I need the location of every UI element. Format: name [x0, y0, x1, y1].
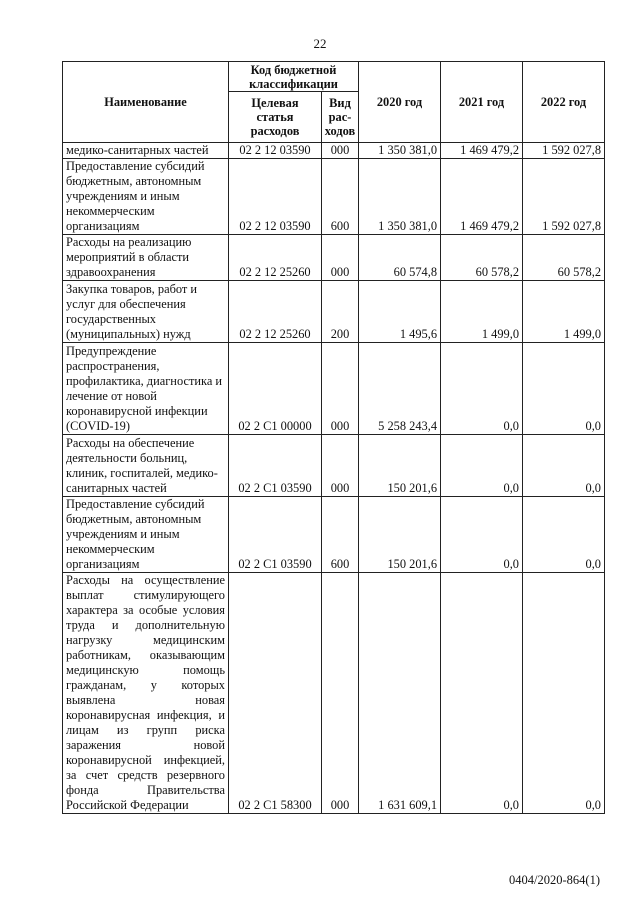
- row-value-2020: 150 201,6: [359, 435, 441, 497]
- header-2020: 2020 год: [359, 62, 441, 143]
- row-expense-kind: 000: [322, 573, 359, 814]
- row-value-2020: 5 258 243,4: [359, 343, 441, 435]
- table-row: [63, 159, 605, 235]
- row-name: Предоставление субсидий бюджетным, автономным учреждениям и иным некоммерческим организациям: [63, 159, 229, 235]
- row-value-2021: 1 469 479,2: [441, 159, 523, 235]
- row-target-code: 02 2 С1 58300: [229, 573, 322, 814]
- row-value-2021: 0,0: [441, 497, 523, 573]
- budget-table: [62, 61, 605, 814]
- table-row: [63, 497, 605, 573]
- row-target-code: 02 2 12 25260: [229, 235, 322, 281]
- row-target-code: 02 2 С1 00000: [229, 343, 322, 435]
- row-value-2022: 1 592 027,8: [523, 159, 605, 235]
- table-row: [63, 281, 605, 343]
- row-value-2022: 0,0: [523, 497, 605, 573]
- row-value-2022: 60 578,2: [523, 235, 605, 281]
- header-name: Наименование: [63, 62, 229, 143]
- row-expense-kind: 000: [322, 343, 359, 435]
- table-row: [63, 143, 605, 159]
- header-kbk: Код бюджетной классификации: [229, 62, 359, 92]
- row-target-code: 02 2 С1 03590: [229, 497, 322, 573]
- page-number: 22: [313, 36, 327, 51]
- row-name: Предоставление субсидий бюджетным, автономным учреждениям и иным некоммерческим организациям: [63, 497, 229, 573]
- row-value-2021: 0,0: [441, 343, 523, 435]
- row-name: Предупреждение распространения, профилактика, диагностика и лечение от новой коронавирусной инфекции (COVID-19): [63, 343, 229, 435]
- row-target-code: 02 2 С1 03590: [229, 435, 322, 497]
- row-value-2022: 0,0: [523, 435, 605, 497]
- row-value-2022: 0,0: [523, 343, 605, 435]
- row-name: Закупка товаров, работ и услуг для обеспечения государственных (муниципальных) нужд: [63, 281, 229, 343]
- row-expense-kind: 600: [322, 159, 359, 235]
- row-value-2022: 0,0: [523, 573, 605, 814]
- row-target-code: 02 2 12 03590: [229, 159, 322, 235]
- header-2022: 2022 год: [523, 62, 605, 143]
- row-expense-kind: 600: [322, 497, 359, 573]
- row-value-2021: 0,0: [441, 573, 523, 814]
- row-expense-kind: 000: [322, 435, 359, 497]
- table-row: [63, 435, 605, 497]
- row-name: медико-санитарных частей: [63, 143, 229, 159]
- row-value-2022: 1 499,0: [523, 281, 605, 343]
- row-target-code: 02 2 12 25260: [229, 281, 322, 343]
- table-row: [63, 343, 605, 435]
- header-kind: Вид рас-ходов: [322, 92, 359, 143]
- row-expense-kind: 000: [322, 235, 359, 281]
- row-expense-kind: 200: [322, 281, 359, 343]
- row-value-2020: 1 350 381,0: [359, 143, 441, 159]
- row-value-2022: 1 592 027,8: [523, 143, 605, 159]
- row-value-2020: 1 495,6: [359, 281, 441, 343]
- row-name: Расходы на осуществление выплат стимулирующего характера за особые условия труда и дополнительную нагрузку медицинским работникам, оказывающим медицинскую помощь гражданам, у которых выявлена новая коронавирусная инфекция, и лицам из групп риска заражения новой коронавирусной инфекцией, за счет средств резервного фонда Правительства Российской Федерации: [63, 573, 229, 814]
- row-value-2020: 1 350 381,0: [359, 159, 441, 235]
- row-value-2020: 150 201,6: [359, 497, 441, 573]
- row-target-code: 02 2 12 03590: [229, 143, 322, 159]
- row-expense-kind: 000: [322, 143, 359, 159]
- header-row-1: [63, 62, 605, 92]
- row-name: Расходы на реализацию мероприятий в области здравоохранения: [63, 235, 229, 281]
- table-row: [63, 235, 605, 281]
- row-value-2021: 0,0: [441, 435, 523, 497]
- row-value-2020: 1 631 609,1: [359, 573, 441, 814]
- header-2021: 2021 год: [441, 62, 523, 143]
- row-value-2021: 1 469 479,2: [441, 143, 523, 159]
- document-reference: 0404/2020-864(1): [509, 873, 600, 887]
- row-name: Расходы на обеспечение деятельности больниц, клиник, госпиталей, медико-санитарных частей: [63, 435, 229, 497]
- row-value-2021: 60 578,2: [441, 235, 523, 281]
- table-row: [63, 573, 605, 814]
- header-target: Целевая статья расходов: [229, 92, 322, 143]
- row-value-2020: 60 574,8: [359, 235, 441, 281]
- row-value-2021: 1 499,0: [441, 281, 523, 343]
